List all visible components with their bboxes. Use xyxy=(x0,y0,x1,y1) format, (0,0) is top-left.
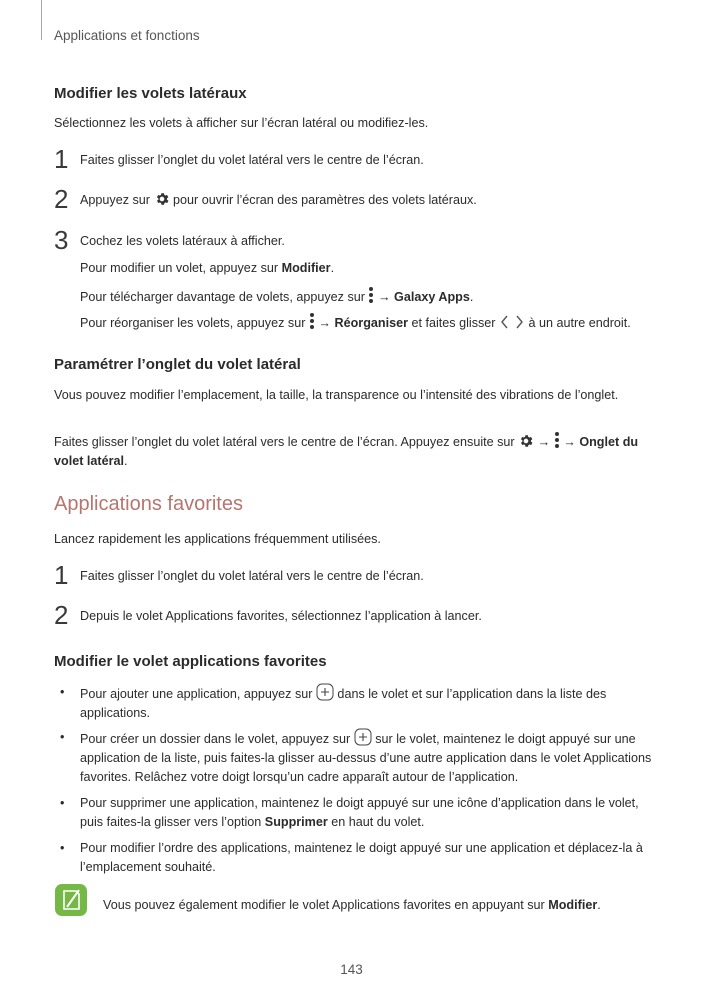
gear-icon xyxy=(154,191,170,207)
bullet-item-supprimer xyxy=(60,794,663,832)
bullet-text: Pour modifier l’ordre des applications, maintenez le doigt appuyé sur une application et déplacez-la à l’emplacement souhaité. xyxy=(80,841,643,874)
step-number: 1 xyxy=(54,560,69,590)
step-text: Faites glisser l’onglet du volet latéral vers le centre de l’écran. xyxy=(80,153,424,167)
bullet-text: Pour supprimer une application, maintenez le doigt appuyé sur une icône d’application dans le volet, puis faites-la glisser vers l’option Supprimer en haut du volet. xyxy=(80,796,639,829)
substep-galaxy-apps: Pour télécharger davantage de volets, appuyez sur → Galaxy Apps. xyxy=(80,286,663,307)
section-intro: Lancez rapidement les applications fréquemment utilisées. xyxy=(54,532,381,546)
step-number: 3 xyxy=(54,225,69,255)
note-icon xyxy=(55,884,87,916)
bullet-item-dossier xyxy=(60,728,663,787)
page-header: Applications et fonctions xyxy=(54,28,200,43)
step-text: Appuyez sur pour ouvrir l’écran des paramètres des volets latéraux. xyxy=(80,193,477,207)
paragraph-onglet-instructions: Faites glisser l’onglet du volet latéral vers le centre de l’écran. Appuyez ensuite sur → → Onglet du volet latéral. xyxy=(54,431,663,471)
substep-reorganiser: Pour réorganiser les volets, appuyez sur → Réorganiser et faites glisser à un autre endroit. xyxy=(80,312,663,333)
header-rule xyxy=(41,0,42,40)
section-title-applications-favorites: Applications favorites xyxy=(54,493,243,515)
bullet-text: Pour créer un dossier dans le volet, appuyez sur sur le volet, maintenez le doigt appuyé sur une application de la liste, puis faites-la glisser au-dessus d’une autre application dans le volet Applications favorites. Relâchez votre doigt lorsqu’un cadre apparaît autour de l’application. xyxy=(80,728,663,787)
step-text: Cochez les volets latéraux à afficher. xyxy=(80,234,285,248)
bullet-dot: • xyxy=(60,730,65,744)
note-text: Vous pouvez également modifier le volet Applications favorites en appuyant sur Modifier. xyxy=(103,898,601,912)
chevrons-icon xyxy=(499,314,525,330)
bullet-item-ordre xyxy=(60,839,663,877)
gear-icon xyxy=(518,433,534,449)
paragraph-onglet-info: Vous pouvez modifier l’emplacement, la taille, la transparence ou l’intensité des vibrations de l’onglet. xyxy=(54,388,619,402)
section-title-modifier-volet-favorites: Modifier le volet applications favorites xyxy=(54,653,327,670)
step-text: Depuis le volet Applications favorites, sélectionnez l’application à lancer. xyxy=(80,609,482,623)
bullet-item-ajouter xyxy=(60,683,663,723)
substep-modifier: Pour modifier un volet, appuyez sur Modifier. xyxy=(80,261,335,275)
plus-icon xyxy=(354,728,372,746)
bullet-dot: • xyxy=(60,841,65,855)
step-text: Faites glisser l’onglet du volet latéral vers le centre de l’écran. xyxy=(80,569,424,583)
step-number: 2 xyxy=(54,600,69,630)
step-number: 2 xyxy=(54,184,69,214)
step-number: 1 xyxy=(54,144,69,174)
bullet-dot: • xyxy=(60,796,65,810)
bullet-dot: • xyxy=(60,685,65,699)
section-title-modifier-volets: Modifier les volets latéraux xyxy=(54,85,247,102)
bullet-text: Pour ajouter une application, appuyez sur dans le volet et sur l’application dans la liste des applications. xyxy=(80,683,663,723)
page-number: 143 xyxy=(340,962,363,977)
plus-icon xyxy=(316,683,334,701)
section-intro: Sélectionnez les volets à afficher sur l’écran latéral ou modifiez-les. xyxy=(54,116,429,130)
section-title-parametrer-onglet: Paramétrer l’onglet du volet latéral xyxy=(54,356,301,373)
